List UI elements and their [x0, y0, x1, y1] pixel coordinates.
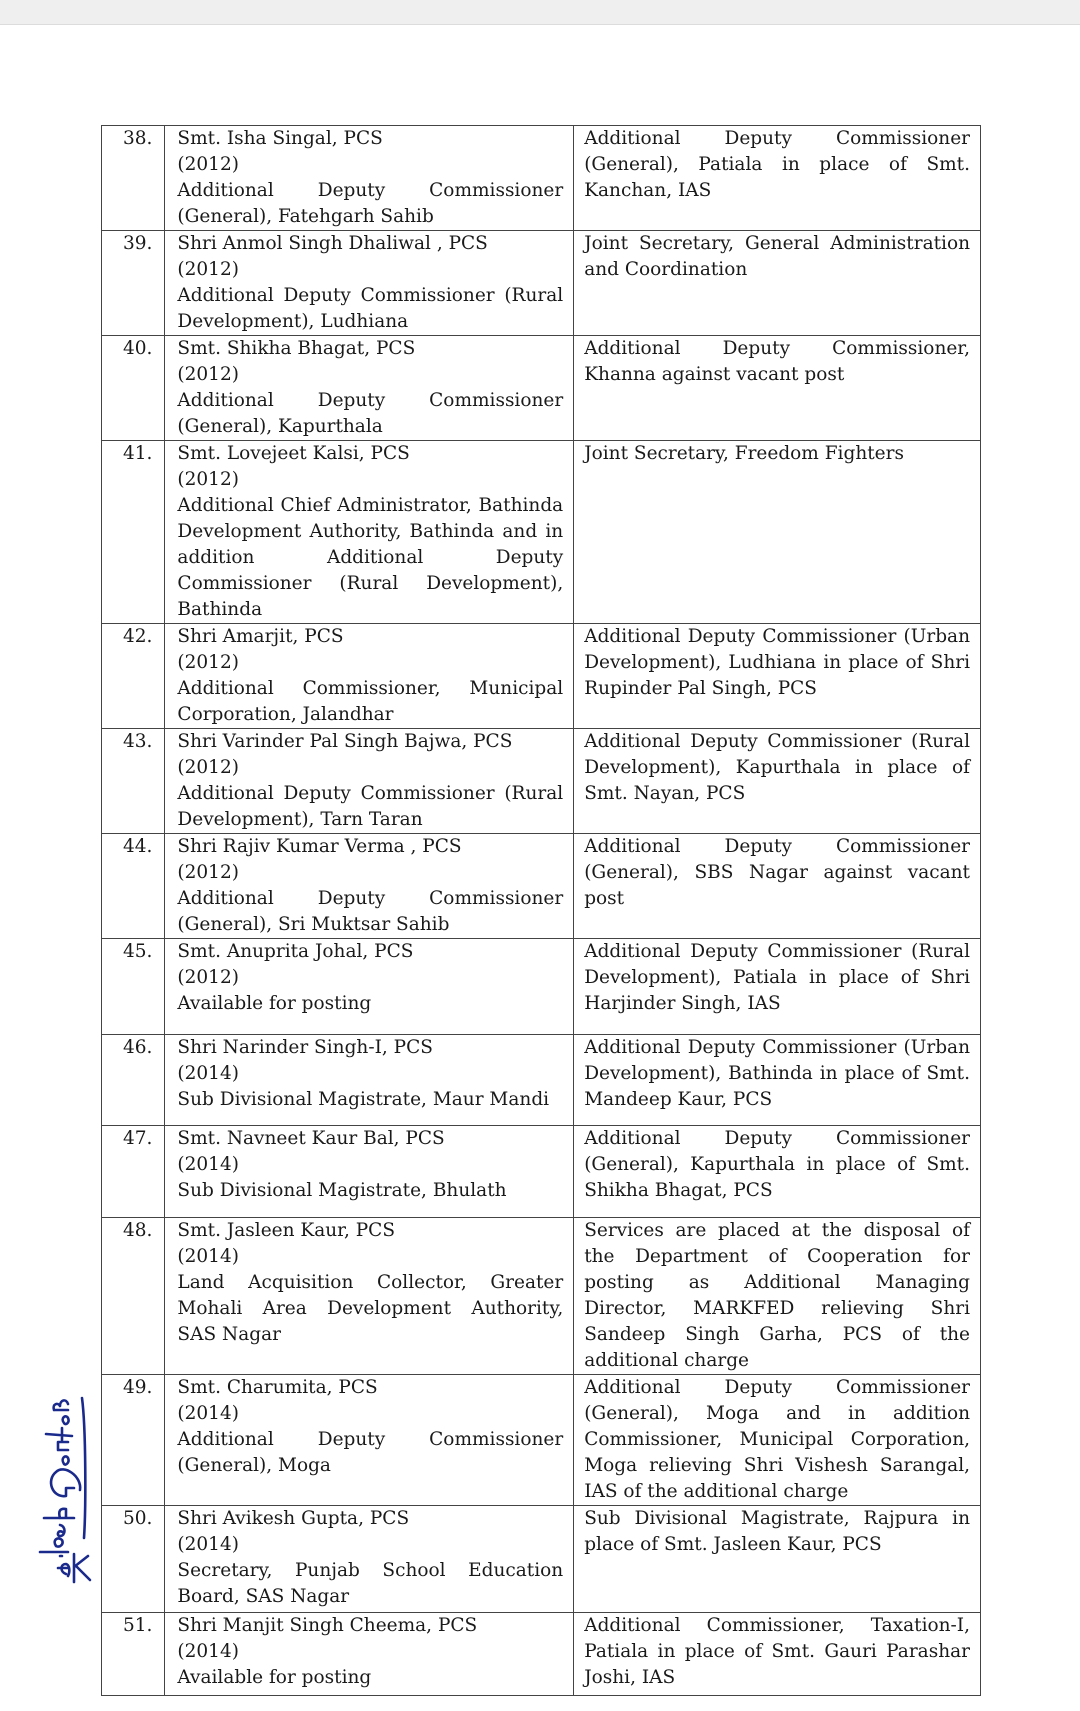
officer-name: Smt. Navneet Kaur Bal, PCS: [177, 1128, 445, 1149]
table-row: [102, 624, 981, 729]
officer-batch: (2012): [177, 154, 239, 175]
officer-cell: [165, 126, 574, 231]
serial-number: 44.: [102, 834, 165, 939]
serial-number: 47.: [102, 1126, 165, 1218]
current-posting: Available for posting: [177, 1667, 372, 1688]
officer-batch: (2012): [177, 757, 239, 778]
officer-cell: [165, 231, 574, 336]
officer-name: Smt. Jasleen Kaur, PCS: [177, 1220, 395, 1241]
table-row: [102, 1218, 981, 1375]
current-posting: Additional Deputy Commissioner (General), Moga: [177, 1429, 564, 1476]
officer-name: Smt. Isha Singal, PCS: [177, 128, 383, 149]
new-posting: Additional Commissioner, Taxation-I, Patiala in place of Smt. Gauri Parashar Joshi, IAS: [574, 1613, 981, 1696]
current-posting: Additional Deputy Commissioner (Rural Development), Ludhiana: [177, 285, 564, 332]
officer-name: Smt. Lovejeet Kalsi, PCS: [177, 443, 410, 464]
officer-cell: [165, 1375, 574, 1506]
officer-name: Shri Manjit Singh Cheema, PCS: [177, 1615, 478, 1636]
officer-name: Shri Rajiv Kumar Verma , PCS: [177, 836, 462, 857]
new-posting: Additional Deputy Commissioner (General), SBS Nagar against vacant post: [574, 834, 981, 939]
table-row: [102, 126, 981, 231]
officer-name: Shri Narinder Singh-I, PCS: [177, 1037, 433, 1058]
serial-number: 51.: [102, 1613, 165, 1696]
current-posting: Sub Divisional Magistrate, Bhulath: [177, 1180, 507, 1201]
current-posting: Available for posting: [177, 993, 372, 1014]
new-posting: Additional Deputy Commissioner (General), Kapurthala in place of Smt. Shikha Bhagat, PCS: [574, 1126, 981, 1218]
officer-batch: (2012): [177, 259, 239, 280]
table-row: [102, 1375, 981, 1506]
table-row: [102, 441, 981, 624]
current-posting: Additional Commissioner, Municipal Corporation, Jalandhar: [177, 678, 564, 725]
new-posting: Additional Deputy Commissioner, Khanna against vacant post: [574, 336, 981, 441]
officer-batch: (2014): [177, 1063, 239, 1084]
officer-cell: [165, 1218, 574, 1375]
new-posting: Additional Deputy Commissioner (Rural Development), Patiala in place of Shri Harjinder Singh, IAS: [574, 939, 981, 1035]
current-posting: Sub Divisional Magistrate, Maur Mandi: [177, 1089, 550, 1110]
new-posting: Joint Secretary, General Administration and Coordination: [574, 231, 981, 336]
officer-name: Smt. Anuprita Johal, PCS: [177, 941, 414, 962]
officer-batch: (2014): [177, 1246, 239, 1267]
officer-name: Shri Amarjit, PCS: [177, 626, 344, 647]
officer-cell: [165, 834, 574, 939]
current-posting: Additional Deputy Commissioner (General), Fatehgarh Sahib: [177, 180, 564, 227]
current-posting: Additional Deputy Commissioner (Rural Development), Tarn Taran: [177, 783, 564, 830]
current-posting: Additional Chief Administrator, Bathinda Development Authority, Bathinda and in addition Additional Deputy Commissioner (Rural Development), Bathinda: [177, 495, 564, 620]
officer-cell: [165, 1613, 574, 1696]
table-row: [102, 1506, 981, 1613]
officer-batch: (2014): [177, 1403, 239, 1424]
serial-number: 48.: [102, 1218, 165, 1375]
table-row: [102, 231, 981, 336]
new-posting: Additional Deputy Commissioner (Rural Development), Kapurthala in place of Smt. Nayan, PCS: [574, 729, 981, 834]
officer-batch: (2012): [177, 862, 239, 883]
table-row: [102, 1126, 981, 1218]
officer-batch: (2012): [177, 469, 239, 490]
table-row: [102, 1035, 981, 1126]
current-posting: Additional Deputy Commissioner (General), Kapurthala: [177, 390, 564, 437]
officer-batch: (2012): [177, 364, 239, 385]
table-row: [102, 336, 981, 441]
current-posting: Secretary, Punjab School Education Board, SAS Nagar: [177, 1560, 564, 1607]
table-row: [102, 1613, 981, 1696]
handwritten-signature: [22, 1368, 102, 1588]
officer-cell: [165, 336, 574, 441]
serial-number: 45.: [102, 939, 165, 1035]
officer-name: Shri Avikesh Gupta, PCS: [177, 1508, 410, 1529]
officer-cell: [165, 624, 574, 729]
officer-name: Shri Anmol Singh Dhaliwal , PCS: [177, 233, 488, 254]
serial-number: 50.: [102, 1506, 165, 1613]
postings-table: [101, 125, 981, 1696]
serial-number: 43.: [102, 729, 165, 834]
officer-name: Shri Varinder Pal Singh Bajwa, PCS: [177, 731, 513, 752]
new-posting: Additional Deputy Commissioner (General), Moga and in addition Commissioner, Municipal Corporation, Moga relieving Shri Vishesh Sarangal, IAS of the additional charge: [574, 1375, 981, 1506]
officer-batch: (2012): [177, 967, 239, 988]
serial-number: 38.: [102, 126, 165, 231]
serial-number: 39.: [102, 231, 165, 336]
officer-cell: [165, 441, 574, 624]
table-row: [102, 939, 981, 1035]
current-posting: Additional Deputy Commissioner (General), Sri Muktsar Sahib: [177, 888, 564, 935]
new-posting: Additional Deputy Commissioner (General), Patiala in place of Smt. Kanchan, IAS: [574, 126, 981, 231]
officer-cell: [165, 1126, 574, 1218]
new-posting: Sub Divisional Magistrate, Rajpura in place of Smt. Jasleen Kaur, PCS: [574, 1506, 981, 1613]
officer-name: Smt. Charumita, PCS: [177, 1377, 378, 1398]
serial-number: 40.: [102, 336, 165, 441]
serial-number: 42.: [102, 624, 165, 729]
serial-number: 49.: [102, 1375, 165, 1506]
new-posting: Additional Deputy Commissioner (Urban Development), Ludhiana in place of Shri Rupinder Pal Singh, PCS: [574, 624, 981, 729]
serial-number: 41.: [102, 441, 165, 624]
officer-cell: [165, 939, 574, 1035]
new-posting: Joint Secretary, Freedom Fighters: [574, 441, 981, 624]
viewer-top-bar: [0, 0, 1080, 25]
new-posting: Additional Deputy Commissioner (Urban Development), Bathinda in place of Smt. Mandeep Kaur, PCS: [574, 1035, 981, 1126]
officer-cell: [165, 1506, 574, 1613]
serial-number: 46.: [102, 1035, 165, 1126]
table-row: [102, 834, 981, 939]
officer-batch: (2014): [177, 1154, 239, 1175]
officer-cell: [165, 729, 574, 834]
table-row: [102, 729, 981, 834]
new-posting: Services are placed at the disposal of the Department of Cooperation for posting as Additional Managing Director, MARKFED relieving Shri Sandeep Singh Garha, PCS of the additional charge: [574, 1218, 981, 1375]
officer-batch: (2014): [177, 1534, 239, 1555]
officer-batch: (2012): [177, 652, 239, 673]
officer-cell: [165, 1035, 574, 1126]
officer-name: Smt. Shikha Bhagat, PCS: [177, 338, 416, 359]
current-posting: Land Acquisition Collector, Greater Mohali Area Development Authority, SAS Nagar: [177, 1272, 564, 1345]
officer-batch: (2014): [177, 1641, 239, 1662]
